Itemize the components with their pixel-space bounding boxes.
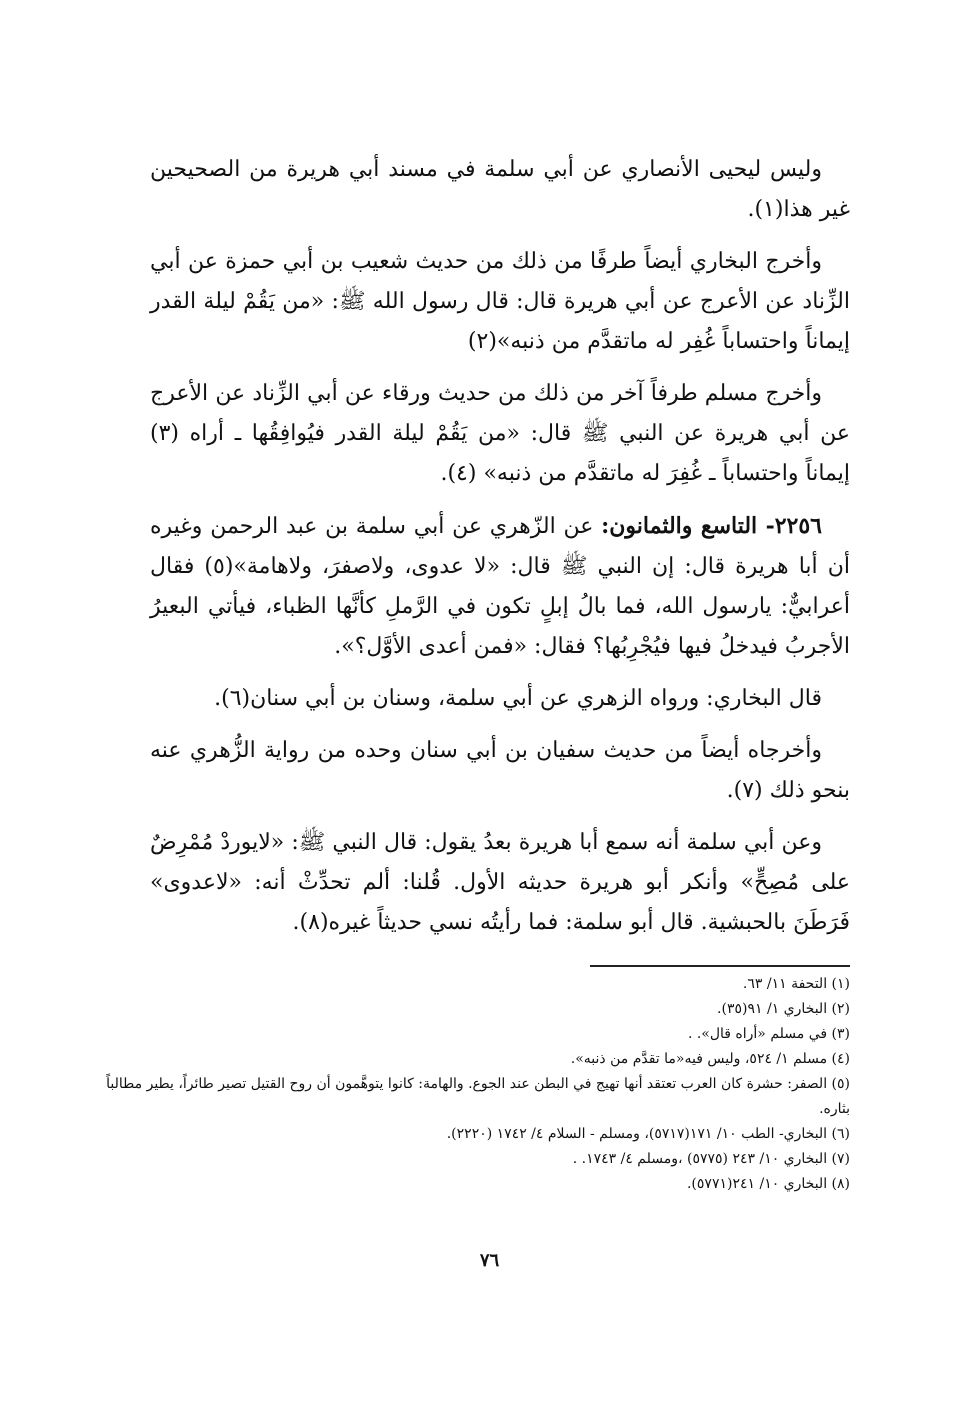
hadith-heading-paragraph [150, 506, 850, 667]
main-text [150, 150, 850, 955]
footnote: (٤) مسلم ١/ ٥٢٤، وليس فيه«ما تقدَّم من ذنبه». [570, 1051, 850, 1067]
paragraph: وليس ليحيى الأنصاري عن أبي سلمة في مسند أبي هريرة من الصحيحين غير هذا(١). [150, 157, 850, 222]
paragraph-continuation: أن أبا هريرة قال: إن النبي ﷺ قال: «لا عدوى، ولاصفرَ، ولاهامة»(٥) فقال أعرابيٌّ: يارسول الله، فما بالُ إبلٍ تكون في الرَّملِ كأنَّها الظباء، فيأتي البعيرُ الأجربُ فيدخلُ فيها فيُجْرِبُها؟ فقال: «فمن أعدى الأوَّل؟». [150, 554, 850, 659]
footnote: (٢) البخاري ١/ ٩١(٣٥). [717, 1001, 850, 1017]
page-number: ٧٦ [479, 1250, 500, 1271]
footnotes [100, 972, 850, 1197]
footnote: (٦) البخاري- الطب ١٠/ ١٧١(٥٧١٧)، ومسلم - السلام ٤/ ١٧٤٢ (٢٢٢٠). [446, 1126, 850, 1142]
footnote: (٨) البخاري ١٠/ ٢٤١(٥٧٧١). [686, 1176, 850, 1192]
footnote: (١) التحفة ١١/ ٦٣. [742, 976, 850, 992]
footnote-separator [590, 965, 850, 967]
paragraph: وعن أبي سلمة أنه سمع أبا هريرة بعدُ يقول: قال النبي ﷺ: «لايوردْ مُمْرِضٌ على مُصِحٍّ» وأنكر أبو هريرة حديثه الأول. قُلنا: ألم تحدِّثْ أنه: «لاعدوى» فَرَطَنَ بالحبشية. قال أبو سلمة: فما رأيتُه نسي حديثاً غيره(٨). [150, 830, 850, 935]
hadith-heading-text: عن الزّهري عن أبي سلمة بن عبد الرحمن وغيره [150, 514, 602, 539]
footnote: (٧) البخاري ١٠/ ٢٤٣ (٥٧٧٥) ،ومسلم ٤/ ١٧٤٣. . [572, 1151, 850, 1167]
hadith-number-title: ٢٢٥٦- التاسع والثمانون: [601, 513, 822, 539]
paragraph: قال البخاري: ورواه الزهري عن أبي سلمة، وسنان بن أبي سنان(٦). [214, 686, 822, 711]
footnote: (٥) الصفر: حشرة كان العرب تعتقد أنها تهيج في البطن عند الجوع. والهامة: كانوا يتوهَّمون أن روح القتيل تصير طائراً، يطير مطالباً بثاره. [106, 1076, 850, 1117]
paragraph: وأخرج مسلم طرفاً آخر من ذلك من حديث ورقاء عن أبي الزِّناد عن الأعرج عن أبي هريرة عن النبي ﷺ قال: «من يَقُمْ ليلة القدر فيُوافِقُها ـ أراه (٣) إيماناً واحتساباً ـ غُفِرَ له ماتقدَّم من ذنبه» (٤). [150, 381, 850, 486]
paragraph: وأخرج البخاري أيضاً طرفًا من ذلك من حديث شعيب بن أبي حمزة عن أبي الزِّناد عن الأعرج عن أبي هريرة قال: قال رسول الله ﷺ: «من يَقُمْ ليلة القدر إيماناً واحتساباً غُفِر له ماتقدَّم من ذنبه»(٢) [150, 249, 850, 354]
paragraph: وأخرجاه أيضاً من حديث سفيان بن أبي سنان وحده من رواية الزُّهري عنه بنحو ذلك (٧). [150, 738, 850, 803]
footnote: (٣) في مسلم «أراه قال». . [687, 1026, 850, 1042]
